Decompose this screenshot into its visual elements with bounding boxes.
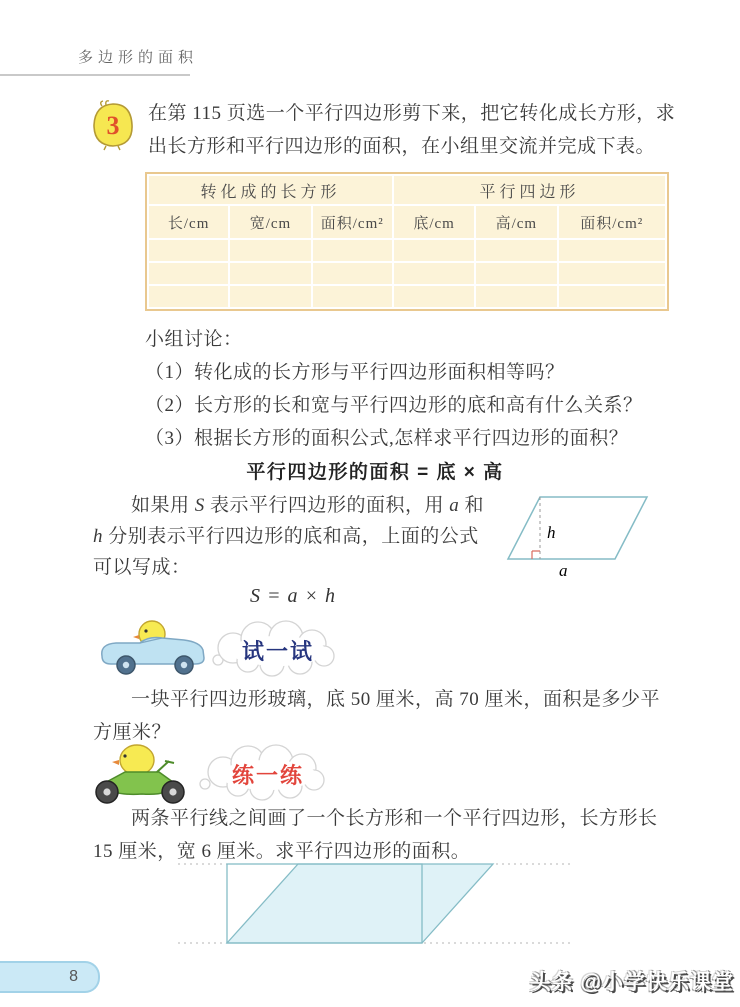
table-cell-empty: [229, 285, 311, 308]
discussion-item: （1）转化成的长方形与平行四边形面积相等吗？: [145, 362, 565, 383]
text-run: 分别表示平行四边形的底和高，上面的公式: [103, 526, 479, 547]
math-var-h: h: [93, 526, 103, 547]
col-header-width: 宽/cm: [229, 205, 311, 239]
table-cell-empty: [229, 262, 311, 285]
math-var-a: a: [449, 495, 460, 516]
worksheet-table-frame: [145, 172, 669, 311]
practice-problem-line: 两条平行线之间画了一个长方形和一个平行四边形，长方形长: [131, 808, 658, 829]
discussion-item: （2）长方形的长和宽与平行四边形的底和高有什么关系？: [145, 395, 643, 416]
table-group-header-rectangle: 转化成的长方形: [148, 175, 393, 205]
table-cell-empty: [475, 239, 557, 262]
problem-number: 3: [106, 111, 120, 140]
col-header-area: 面积/cm²: [558, 205, 666, 239]
chick-3-badge-icon: [88, 99, 138, 151]
cloud-label: [213, 621, 334, 676]
table-group-header-parallelogram: 平行四边形: [393, 175, 666, 205]
practice-label: 练一练: [231, 763, 305, 788]
base-label: a: [559, 561, 568, 580]
header-divider: [0, 74, 190, 76]
worksheet-table: [147, 174, 667, 309]
derivation-line: [131, 496, 484, 515]
text-run: 和: [459, 495, 485, 516]
table-cell-empty: [148, 262, 229, 285]
chick-beak: [133, 635, 139, 639]
right-angle-marker: [532, 551, 540, 559]
table-cell-empty: [393, 285, 475, 308]
discussion-title: 小组讨论：: [145, 329, 243, 350]
table-cell-empty: [475, 285, 557, 308]
col-header-area: 面积/cm²: [312, 205, 393, 239]
derivation-line: [93, 527, 479, 546]
motorcycle-handlebar: [157, 761, 174, 772]
try-problem-line: 方厘米？: [93, 722, 172, 743]
derivation-line: 可以写成：: [93, 557, 191, 578]
parallelogram-diagram: [503, 480, 673, 580]
table-cell-empty: [229, 239, 311, 262]
text-run: 表示平行四边形的面积，用: [204, 495, 450, 516]
table-cell-empty: [393, 262, 475, 285]
height-label: h: [547, 523, 556, 542]
algebra-formula: S = a × h: [250, 585, 336, 607]
table-cell-empty: [148, 285, 229, 308]
parallelogram-shape: [227, 864, 493, 943]
parallelogram-outline: [508, 497, 647, 559]
problem-text-line: 在第 115 页选一个平行四边形剪下来，把它转化成长方形，求: [148, 103, 676, 124]
chick-beak: [112, 760, 119, 765]
try-problem-line: 一块平行四边形玻璃，底 50 厘米，高 70 厘米，面积是多少平: [131, 689, 661, 710]
chick-eye: [144, 629, 147, 632]
watermark-text: 头条 @小学快乐课堂: [529, 971, 734, 994]
text-run: 如果用: [131, 495, 195, 516]
motorcycle-wheel-hub: [169, 788, 176, 795]
car-wheel-hub: [123, 662, 129, 668]
area-formula: 平行四边形的面积 = 底 × 高: [246, 462, 504, 483]
problem-text-line: 出长方形和平行四边形的面积，在小组里交流并完成下表。: [148, 136, 656, 157]
table-cell-empty: [312, 262, 393, 285]
col-header-base: 底/cm: [393, 205, 475, 239]
table-cell-empty: [148, 239, 229, 262]
table-cell-empty: [475, 262, 557, 285]
chick-driving-car-icon: [102, 621, 204, 674]
table-cell-empty: [558, 262, 666, 285]
col-header-height: 高/cm: [475, 205, 557, 239]
parallel-lines-diagram: [170, 855, 580, 955]
motorcycle-wheel-hub: [103, 788, 110, 795]
practice-problem-line: 15 厘米，宽 6 厘米。求平行四边形的面积。: [93, 841, 471, 862]
try-label: 试一试: [241, 639, 315, 664]
math-var-S: S: [194, 495, 205, 516]
table-cell-empty: [558, 239, 666, 262]
cloud-label: [200, 745, 324, 800]
table-cell-empty: [312, 239, 393, 262]
table-cell-empty: [393, 239, 475, 262]
chick-body: [120, 745, 154, 775]
chapter-title: 多边形的面积: [78, 50, 199, 66]
try-section-header: [90, 612, 350, 682]
col-header-length: 长/cm: [148, 205, 229, 239]
discussion-item: （3）根据长方形的面积公式,怎样求平行四边形的面积？: [145, 428, 629, 449]
practice-section-header: [85, 738, 345, 810]
table-cell-empty: [558, 285, 666, 308]
table-cell-empty: [312, 285, 393, 308]
car-wheel-hub: [181, 662, 187, 668]
page-number-badge: 8: [0, 961, 100, 993]
chick-riding-motorcycle-icon: [96, 745, 184, 803]
chick-eye: [123, 754, 126, 757]
